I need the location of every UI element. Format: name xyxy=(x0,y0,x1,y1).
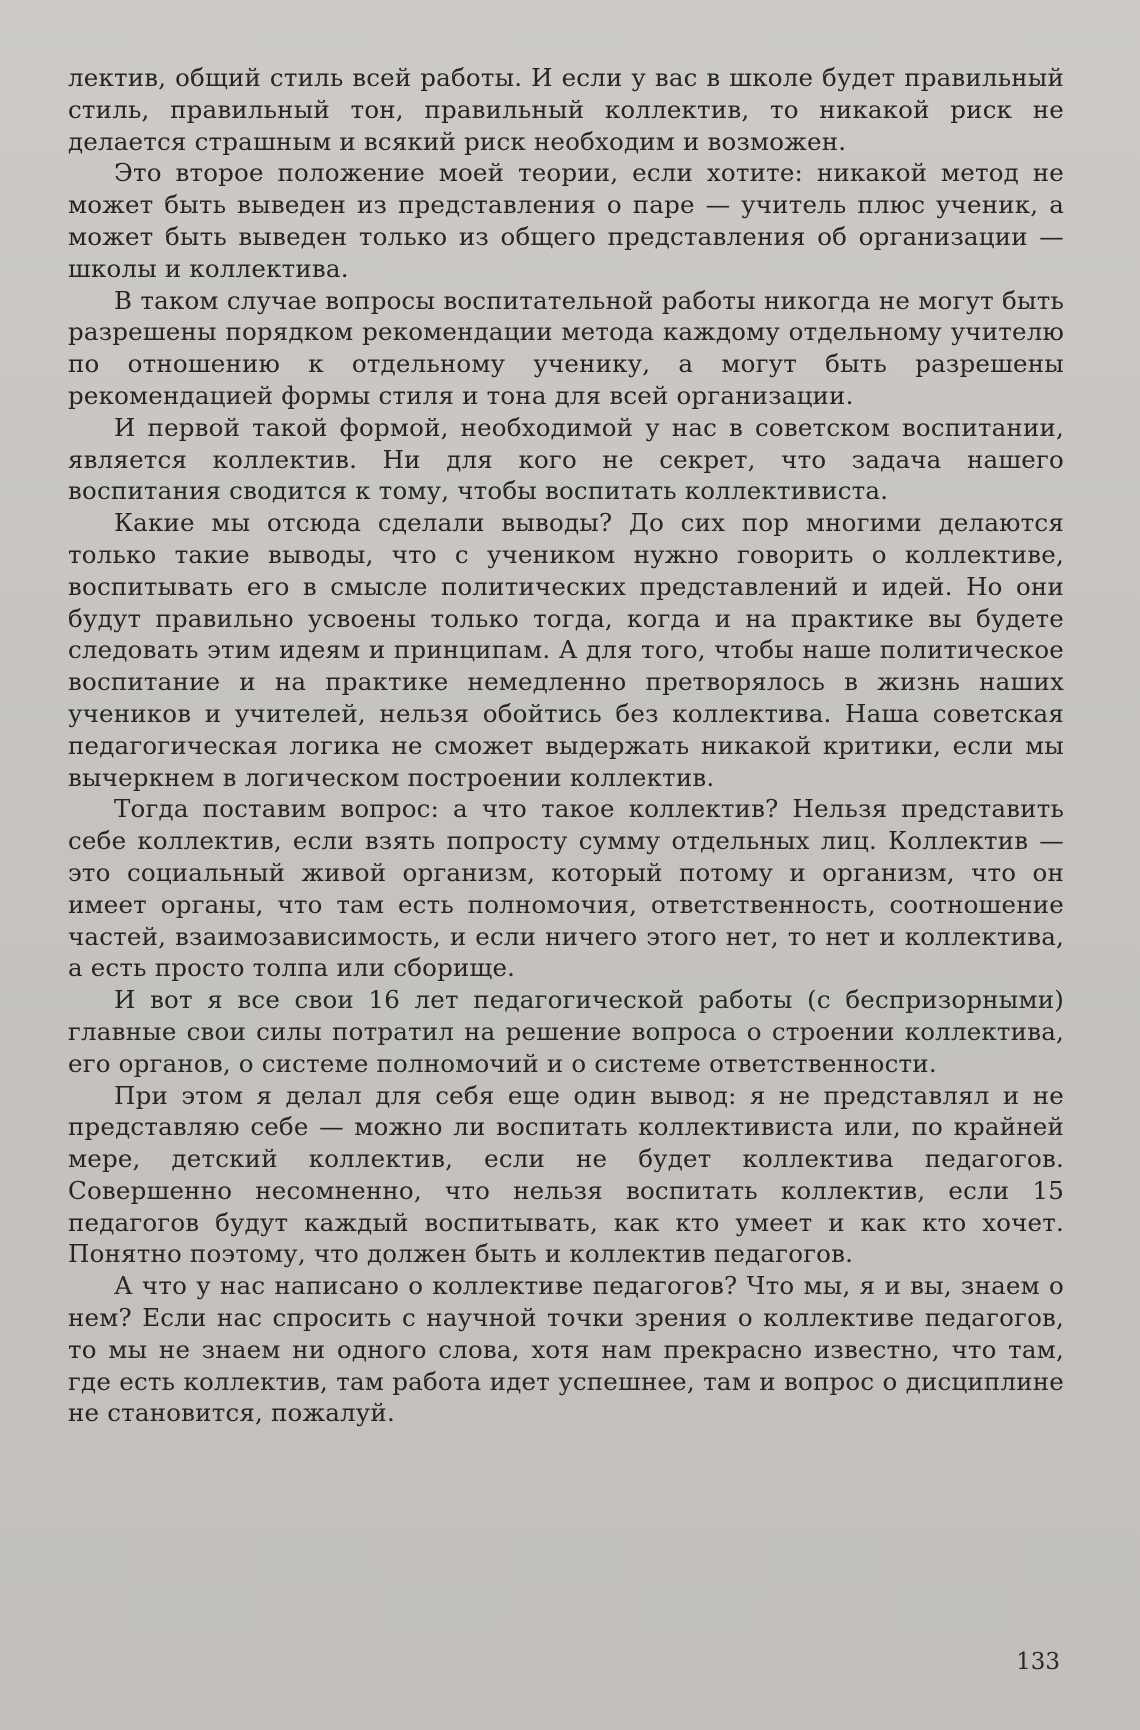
paragraph-1: лектив, общий стиль всей работы. И если у вас в школе будет правильный стиль, правильный тон, правильный коллектив, то никакой риск не делается страшным и всякий риск необходим и возможен. xyxy=(68,63,1064,156)
body-text xyxy=(68,62,1064,1429)
paragraph-7: И вот я все свои 16 лет педагогической работы (с беспризорными) главные свои силы потратил на решение вопроса о строении коллектива, его органов, о системе полномочий и о системе ответственности. xyxy=(68,985,1064,1078)
page-number: 133 xyxy=(1016,1649,1060,1675)
paragraph-4: И первой такой формой, необходимой у нас в советском воспитании, является коллектив. Ни для кого не секрет, что задача нашего воспитания сводится к тому, чтобы воспитать коллективиста. xyxy=(68,412,1064,506)
paragraph-3: В таком случае вопросы воспитательной работы никогда не могут быть разрешены порядком рекомендации метода каждому отдельному учителю по отношению к отдельному ученику, а могут быть разрешены рекомендацией формы стиля и тона для всей организации. xyxy=(68,285,1064,410)
paragraph-9: А что у нас написано о коллективе педагогов? Что мы, я и вы, знаем о нем? Если нас спросить с научной точки зрения о коллективе педагогов, то мы не знаем ни одного слова, хотя нам прекрасно известно, что там, где есть коллектив, там работа идет успешнее, там и вопрос о дисциплине не становится, пожалуй. xyxy=(68,1271,1064,1428)
paragraph-2: Это второе положение моей теории, если хотите: никакой метод не может быть выведен из представления о паре — учитель плюс ученик, а может быть выведен только из общего представления об организации — школы и коллектива. xyxy=(68,158,1064,283)
paragraph-6: Тогда поставим вопрос: а что такое коллектив? Нельзя представить себе коллектив, если взять попросту сумму отдельных лиц. Коллектив — это социальный живой организм, который потому и организм, что он имеет органы, что там есть полномочия, ответственность, соотношение частей, взаимозависимость, и если ничего этого нет, то нет и коллектива, а есть просто толпа или сборище. xyxy=(68,794,1064,983)
paragraph-8: При этом я делал для себя еще один вывод: я не представлял и не представляю себе — можно ли воспитать коллективиста или, по крайней мере, детский коллектив, если не будет коллектива педагогов. Совершенно несомненно, что нельзя воспитать коллектив, если 15 педагогов будут каждый воспитывать, как кто умеет и как кто хочет. Понятно поэтому, что должен быть и коллектив педагогов. xyxy=(68,1080,1064,1269)
paragraph-5: Какие мы отсюда сделали выводы? До сих пор многими делаются только такие выводы, что с учеником нужно говорить о коллективе, воспитывать его в смысле политических представлений и идей. Но они будут правильно усвоены только тогда, когда и на практике вы будете следовать этим идеям и принципам. А для того, чтобы наше политическое воспитание и на практике немедленно претворялось в жизнь наших учеников и учителей, нельзя обойтись без коллектива. Наша советская педагогическая логика не сможет выдержать никакой критики, если мы вычеркнем в логическом построении коллектив. xyxy=(68,508,1064,792)
